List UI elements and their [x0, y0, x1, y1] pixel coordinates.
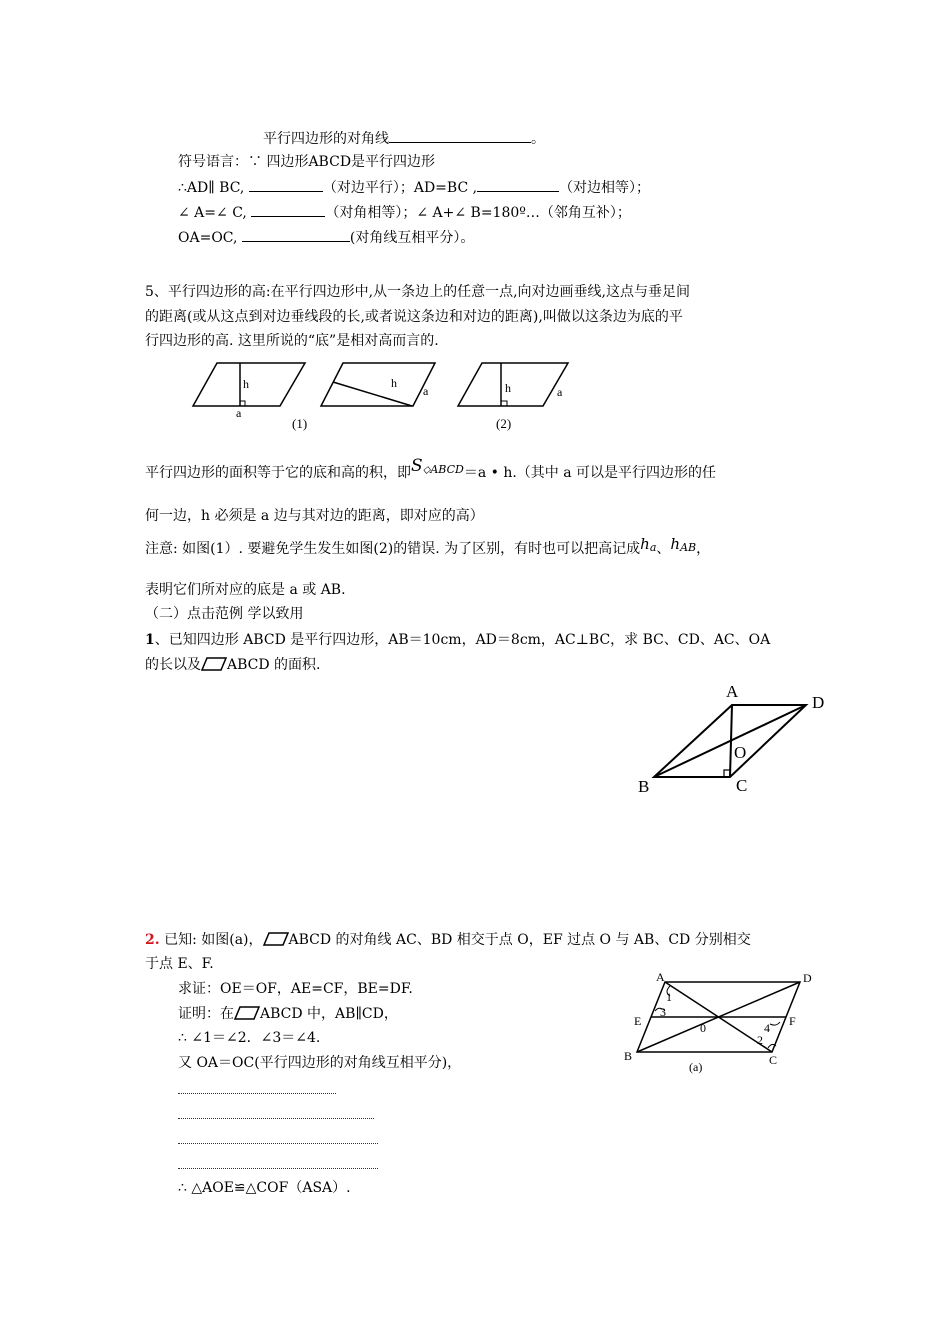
vertex-a: A [726, 682, 739, 701]
vertex-c: C [736, 776, 748, 795]
height-line [333, 382, 412, 406]
diagonal-text: 平行四边形的对角线 [263, 131, 389, 147]
area-subscript: ⬦ABCD [422, 463, 464, 476]
parallelogram-c [458, 363, 568, 406]
example-number: 1 [145, 632, 155, 648]
point-o: O [734, 743, 747, 762]
example2-figure [620, 970, 820, 1080]
text: 注意: 如图(1）. 要避免学生发生如图(2)的错误. 为了区别，有时也可以把高记成 [145, 541, 641, 557]
h-subscript: a [649, 541, 657, 554]
area-symbol: S [411, 456, 423, 476]
text: (对角线互相平分）。 [349, 230, 475, 246]
vertex-a: A [656, 970, 665, 984]
parallelogram-icon [234, 1006, 260, 1020]
example-number: 2. [145, 932, 160, 948]
label-a: a [557, 385, 563, 399]
example1-figure [630, 680, 830, 800]
h-symbol: h [640, 535, 650, 553]
height-definition-line3: 行四边形的高. 这里所说的“底”是相对高而言的. [145, 333, 439, 349]
blank-answer [477, 177, 559, 192]
blank-answer [251, 202, 325, 217]
text: ABCD 的面积. [227, 657, 321, 673]
vertex-d: D [803, 971, 812, 985]
vertex-d: D [812, 693, 825, 712]
answer-dotted-line [178, 1093, 336, 1094]
text: （对边平行）；AD=BC , [322, 180, 478, 196]
angle-1: 1 [666, 990, 672, 1004]
label-h: h [391, 376, 397, 390]
parallelogram-b [321, 363, 435, 406]
example1-line2 [145, 655, 321, 675]
text: ABCD 的对角线 AC、BD 相交于点 O，EF 过点 O 与 AB、CD 分别相交 [288, 932, 751, 948]
example2-line1 [145, 930, 751, 950]
text: OA=OC, [178, 230, 238, 246]
example1-line1 [145, 630, 770, 650]
point-e: E [634, 1014, 642, 1028]
vertex-b: B [624, 1049, 633, 1063]
opposite-sides-line [178, 177, 650, 198]
vertex-c: C [769, 1053, 778, 1067]
text: ＝a • h.（其中 a 可以是平行四边形的任 [463, 465, 717, 481]
area-formula-line [145, 456, 717, 484]
height-figures [185, 360, 585, 435]
area-explanation-line: 何一边，h 必须是 a 边与其对边的距离，即对应的高） [145, 508, 484, 524]
proof-line3: 又 OA＝OC(平行四边形的对角线互相平分)， [178, 1055, 462, 1071]
text: ∴AD∥ BC, [178, 180, 245, 196]
examples-heading: （二）点击范例 学以致用 [145, 606, 304, 622]
opposite-angles-line [178, 202, 631, 223]
symbol-language-line: 符号语言：∵ 四边形ABCD是平行四边形 [178, 154, 436, 170]
angle-4: 4 [764, 1021, 770, 1035]
height-definition-line2: 的距离(或从这点到对边垂线段的长,或者说这条边和对边的距离),叫做以这条边为底的平 [145, 309, 683, 325]
label-a: a [423, 384, 429, 398]
blank-answer [242, 227, 350, 242]
note-line-2: 表明它们所对应的底是 a 或 AB. [145, 582, 346, 598]
label-h: h [505, 381, 511, 395]
diagonals-bisect-line [178, 227, 474, 248]
example2-line2: 于点 E、F. [145, 956, 214, 972]
figure-caption: (a) [689, 1060, 703, 1074]
period: 。 [531, 131, 545, 147]
label-a: a [236, 406, 242, 420]
point-o: 0 [700, 1021, 706, 1035]
proof-line2: ∴ ∠1＝∠2．∠3＝∠4. [178, 1030, 321, 1046]
parallelogram-a [193, 363, 305, 406]
parallelogram-icon [201, 657, 227, 671]
prove-statement: 求证：OE＝OF，AE=CF，BE=DF. [178, 981, 413, 997]
text: ABCD 中，AB∥CD， [260, 1006, 398, 1022]
text: 平行四边形的面积等于它的底和高的积，即 [145, 465, 411, 481]
blank-answer [389, 128, 531, 143]
text: ∠ A=∠ C, [178, 205, 247, 221]
point-f: F [789, 1014, 796, 1028]
angle-2: 2 [757, 1033, 763, 1047]
figure-label-1: (1) [292, 416, 308, 431]
text: 证明：在 [178, 1006, 234, 1022]
height-definition-line1: 5、平行四边形的高:在平行四边形中,从一条边上的任意一点,向对边画垂线,这点与垂足间 [145, 284, 690, 300]
answer-dotted-line [178, 1118, 374, 1119]
text: （对边相等）； [559, 180, 651, 196]
label-h: h [243, 377, 249, 391]
figure-label-2: (2) [496, 416, 512, 431]
proof-conclusion: ∴ △AOE≌△COF（ASA）. [178, 1180, 351, 1196]
proof-line1 [178, 1004, 398, 1024]
angle-3: 3 [660, 1005, 666, 1019]
text: 、 [656, 541, 671, 557]
answer-dotted-line [178, 1168, 378, 1169]
vertex-b: B [638, 777, 650, 796]
text: 已知: 如图(a)， [164, 932, 263, 948]
blank-answer [249, 177, 323, 192]
h-subscript: AB [680, 541, 697, 554]
note-line [145, 535, 711, 560]
text: 、已知四边形 ABCD 是平行四边形，AB＝10cm，AD＝8cm，AC⊥BC，求 BC、CD、AC、OA [154, 632, 771, 648]
text: 的长以及 [145, 657, 201, 673]
text: （对角相等）；∠ A+∠ B=180º…（邻角互补）； [325, 205, 631, 221]
text: ， [696, 541, 711, 557]
parallelogram-icon [263, 932, 289, 946]
h-symbol: h [670, 535, 681, 553]
answer-dotted-line [178, 1143, 378, 1144]
diagonal-property-line [263, 128, 545, 149]
